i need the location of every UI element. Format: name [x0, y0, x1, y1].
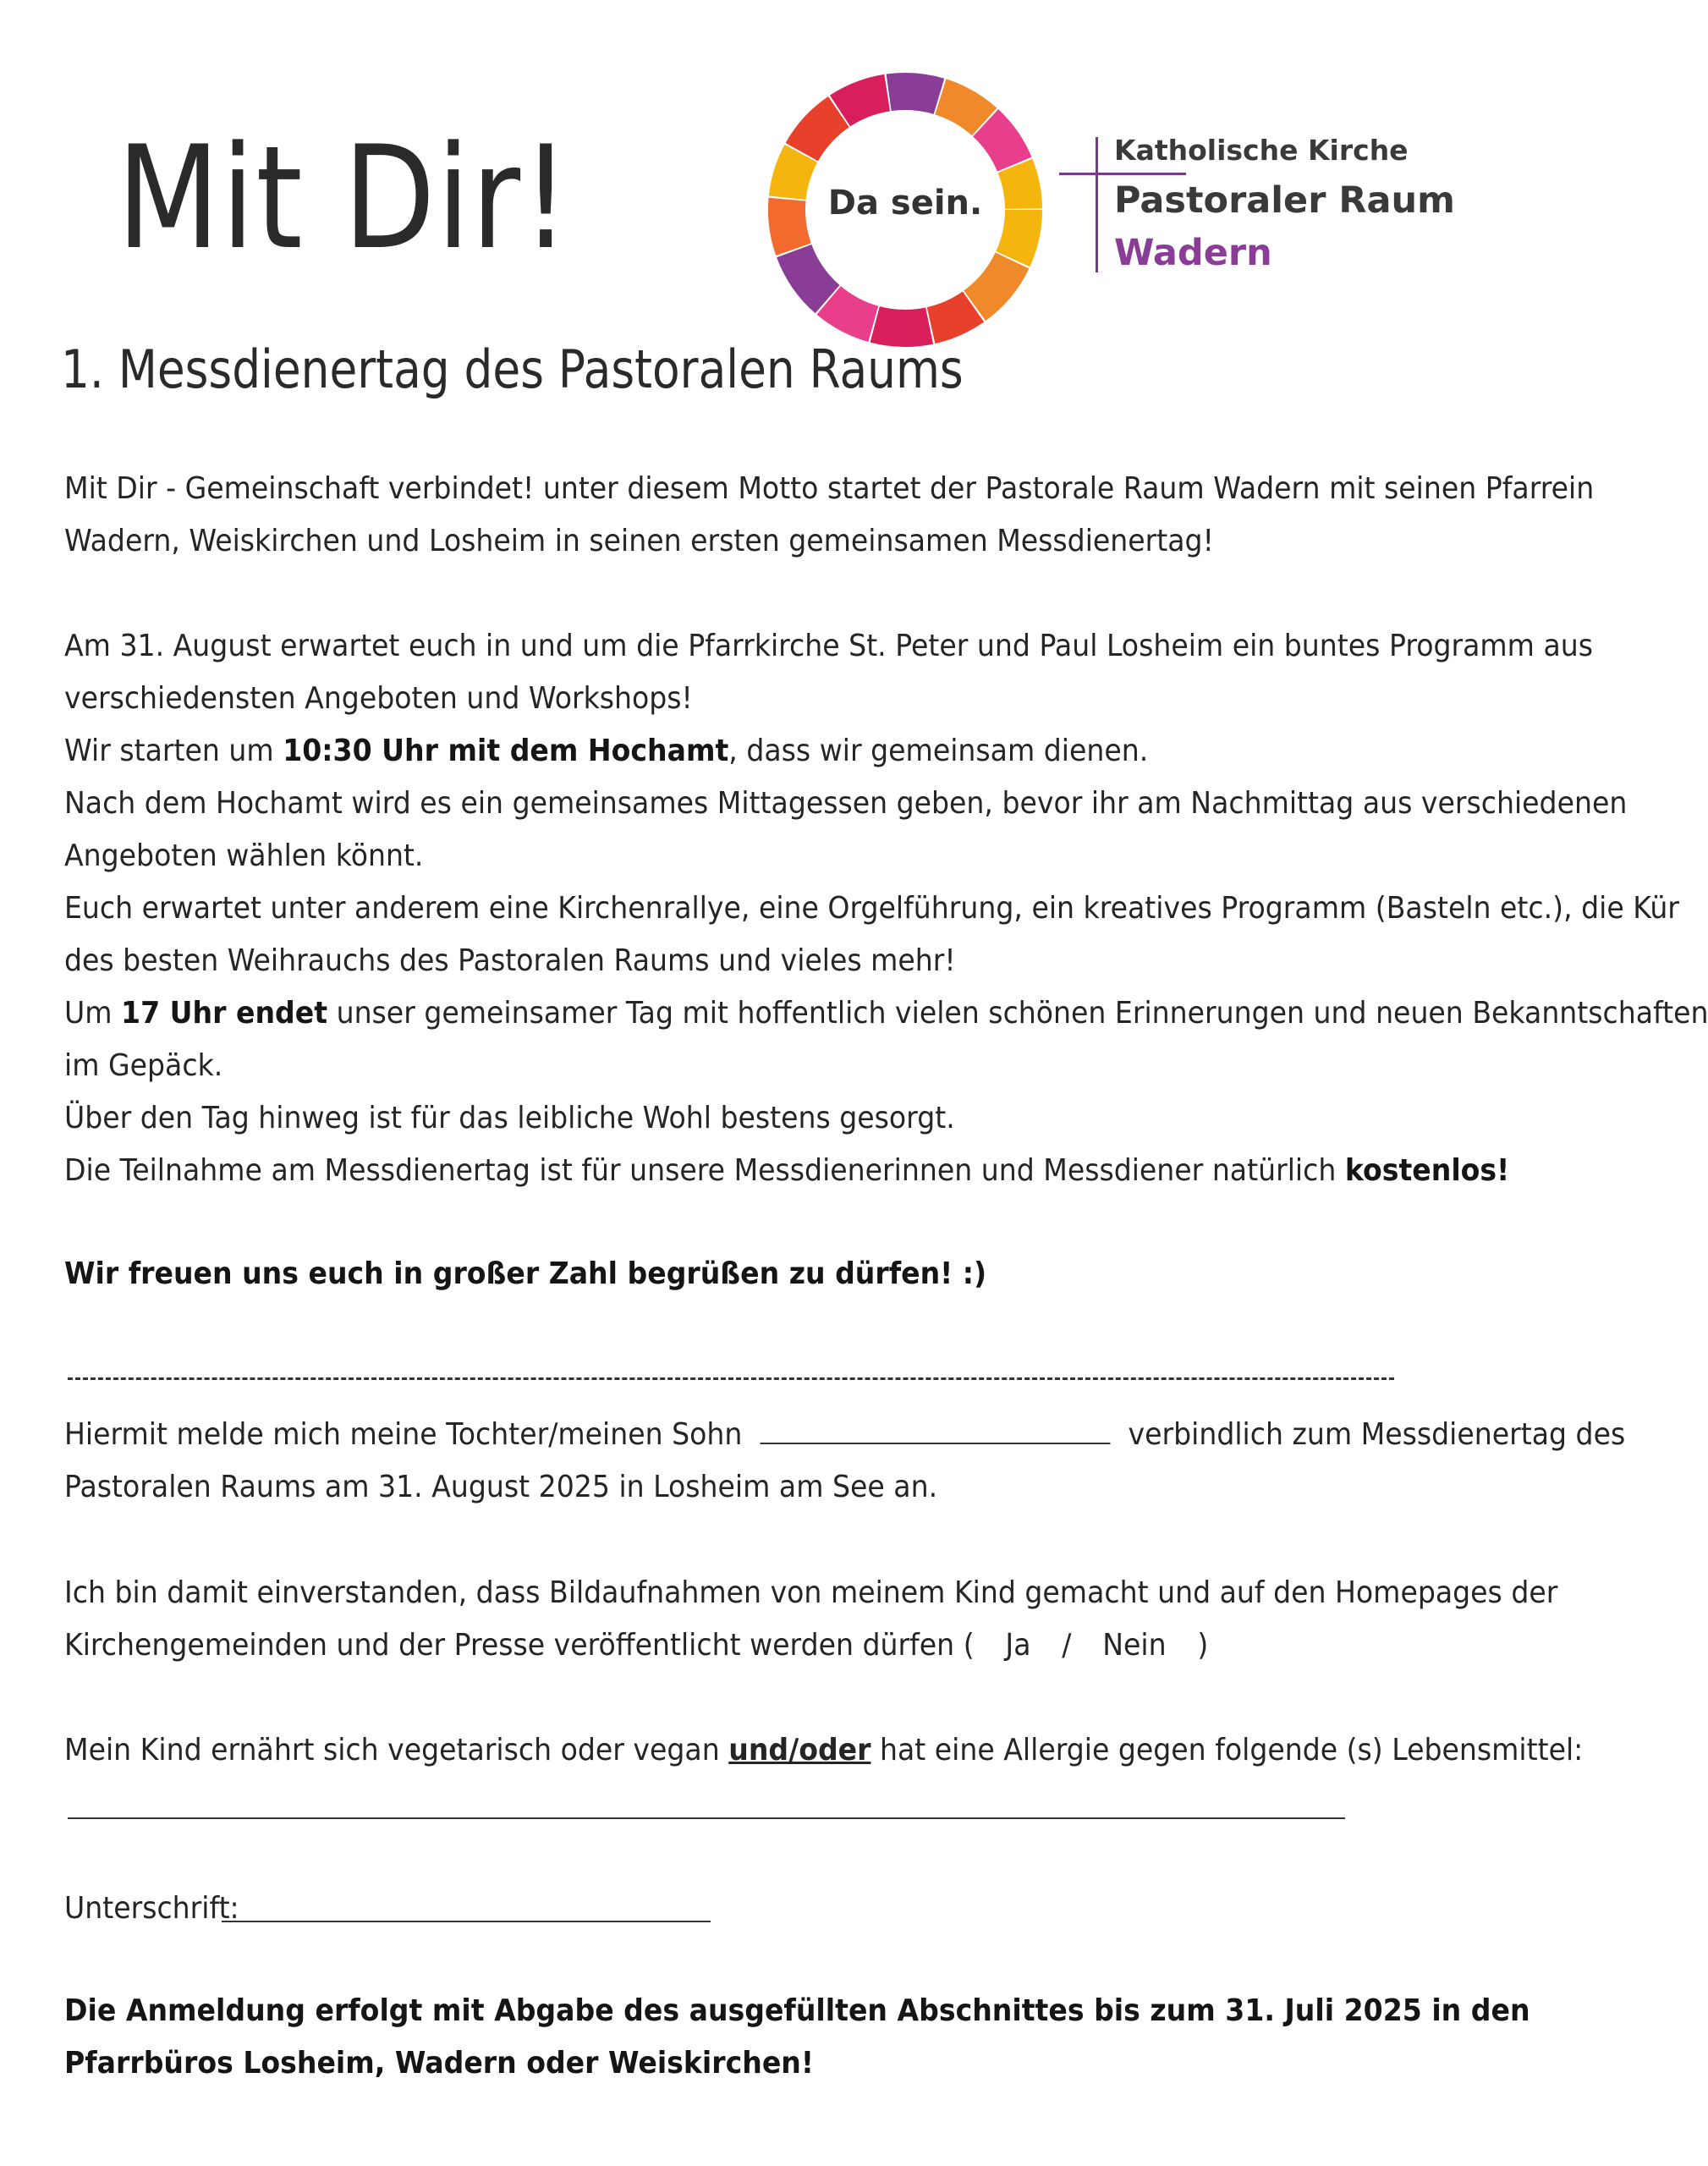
- registration-text: Hiermit melde mich meine Tochter/meinen Sohn: [64, 1417, 743, 1452]
- program-line: Über den Tag hinweg ist für das leibliche Wohl bestens gesorgt.: [64, 1101, 955, 1135]
- registration-text: verbindlich zum Messdienertag des: [1128, 1417, 1626, 1452]
- brand-church: Katholische Kirche: [1114, 134, 1409, 167]
- subtitle: 1. Messdienertag des Pastoralen Raums: [61, 338, 964, 400]
- diet-paragraph: [64, 1724, 1584, 1777]
- signature-field[interactable]: [222, 1921, 711, 1922]
- diet-line: [64, 1724, 1584, 1777]
- program-text: unser gemeinsamer Tag mit hoffentlich vielen schönen Erinnerungen und neuen Bekanntschaften: [327, 996, 1708, 1031]
- mass-time: 10:30 Uhr mit dem Hochamt: [283, 734, 729, 768]
- welcome-text: Wir freuen uns euch in großer Zahl begrüßen zu dürfen! :): [64, 1256, 987, 1291]
- brand-cross-horizontal: [1059, 173, 1186, 175]
- program-text: Die Teilnahme am Messdienertag ist für unsere Messdienerinnen und Messdiener natürlich: [64, 1153, 1345, 1188]
- welcome-line: [64, 1248, 1356, 1300]
- signature-label: Unterschrift:: [64, 1891, 239, 1926]
- brand-area: Pastoraler Raum: [1114, 179, 1455, 222]
- program-line: Am 31. August erwartet euch in und um die Pfarrkirche St. Peter und Paul Losheim ein buntes Programm aus: [64, 629, 1594, 663]
- consent-paragraph: [64, 1567, 1558, 1672]
- program-line: verschiedensten Angeboten und Workshops!: [64, 681, 693, 716]
- brand-block: [1057, 127, 1464, 288]
- program-text: Um: [64, 996, 122, 1031]
- program-paragraph: [64, 620, 1708, 1197]
- program-line: Nach dem Hochamt wird es ein gemeinsames Mittagessen geben, bevor ihr am Nachmittag aus verschiedenen: [64, 786, 1628, 821]
- registration-paragraph: [64, 1409, 1626, 1514]
- intro-line: Mit Dir - Gemeinschaft verbindet! unter diesem Motto startet der Pastorale Raum Wadern mit seinen Pfarrein: [64, 471, 1595, 506]
- program-line: im Gepäck.: [64, 1048, 223, 1083]
- and-or-emphasis: und/oder: [728, 1733, 871, 1767]
- free-of-charge: kostenlos!: [1344, 1153, 1510, 1188]
- logo-ring: [761, 66, 1049, 354]
- child-name-field[interactable]: [760, 1414, 1110, 1444]
- intro-paragraph: [64, 463, 1595, 568]
- program-line: [64, 1145, 1510, 1197]
- diet-text: hat eine Allergie gegen folgende (s) Lebensmittel:: [870, 1733, 1584, 1767]
- program-text: Wir starten um: [64, 734, 283, 768]
- program-line: des besten Weihrauchs des Pastoralen Raums und vieles mehr!: [64, 943, 956, 978]
- allergy-field[interactable]: [68, 1817, 1345, 1819]
- diet-text: Mein Kind ernährt sich vegetarisch oder vegan: [64, 1733, 729, 1767]
- logo-ring-text: Da sein.: [827, 184, 983, 223]
- footer-paragraph: [64, 1985, 1530, 2090]
- brand-cross-vertical: [1096, 137, 1098, 272]
- option-yes[interactable]: Ja: [1005, 1628, 1031, 1663]
- program-line: Angeboten wählen könnt.: [64, 838, 424, 873]
- end-time: 17 Uhr endet: [121, 996, 328, 1031]
- brand-location: Wadern: [1114, 232, 1272, 274]
- program-line: [64, 725, 1356, 778]
- program-text: , dass wir gemeinsam dienen.: [728, 734, 1149, 768]
- option-separator: /: [1062, 1628, 1072, 1663]
- footer-line: Pfarrbüros Losheim, Wadern oder Weiskirchen!: [64, 2046, 814, 2081]
- cut-line: [68, 1377, 1394, 1380]
- program-line: [64, 987, 1708, 1040]
- consent-line: Ich bin damit einverstanden, dass Bildaufnahmen von meinem Kind gemacht und auf den Homepages der: [64, 1575, 1558, 1610]
- registration-line: [64, 1409, 1626, 1461]
- consent-text: Kirchengemeinden und der Presse veröffentlicht werden dürfen (: [64, 1628, 975, 1663]
- consent-line: [64, 1619, 1356, 1672]
- footer-line: Die Anmeldung erfolgt mit Abgabe des ausgefüllten Abschnittes bis zum 31. Juli 2025 in den: [64, 1993, 1530, 2028]
- intro-line: Wadern, Weiskirchen und Losheim in seinen ersten gemeinsamen Messdienertag!: [64, 524, 1214, 558]
- consent-close: ): [1197, 1628, 1209, 1663]
- page-title: Mit Dir!: [117, 115, 572, 281]
- program-line: Euch erwartet unter anderem eine Kirchenrallye, eine Orgelführung, ein kreatives Programm (Basteln etc.), die Kür: [64, 891, 1679, 926]
- option-no[interactable]: Nein: [1102, 1628, 1167, 1663]
- registration-line: Pastoralen Raums am 31. August 2025 in Losheim am See an.: [64, 1470, 938, 1504]
- signature-row: [64, 1883, 1356, 1935]
